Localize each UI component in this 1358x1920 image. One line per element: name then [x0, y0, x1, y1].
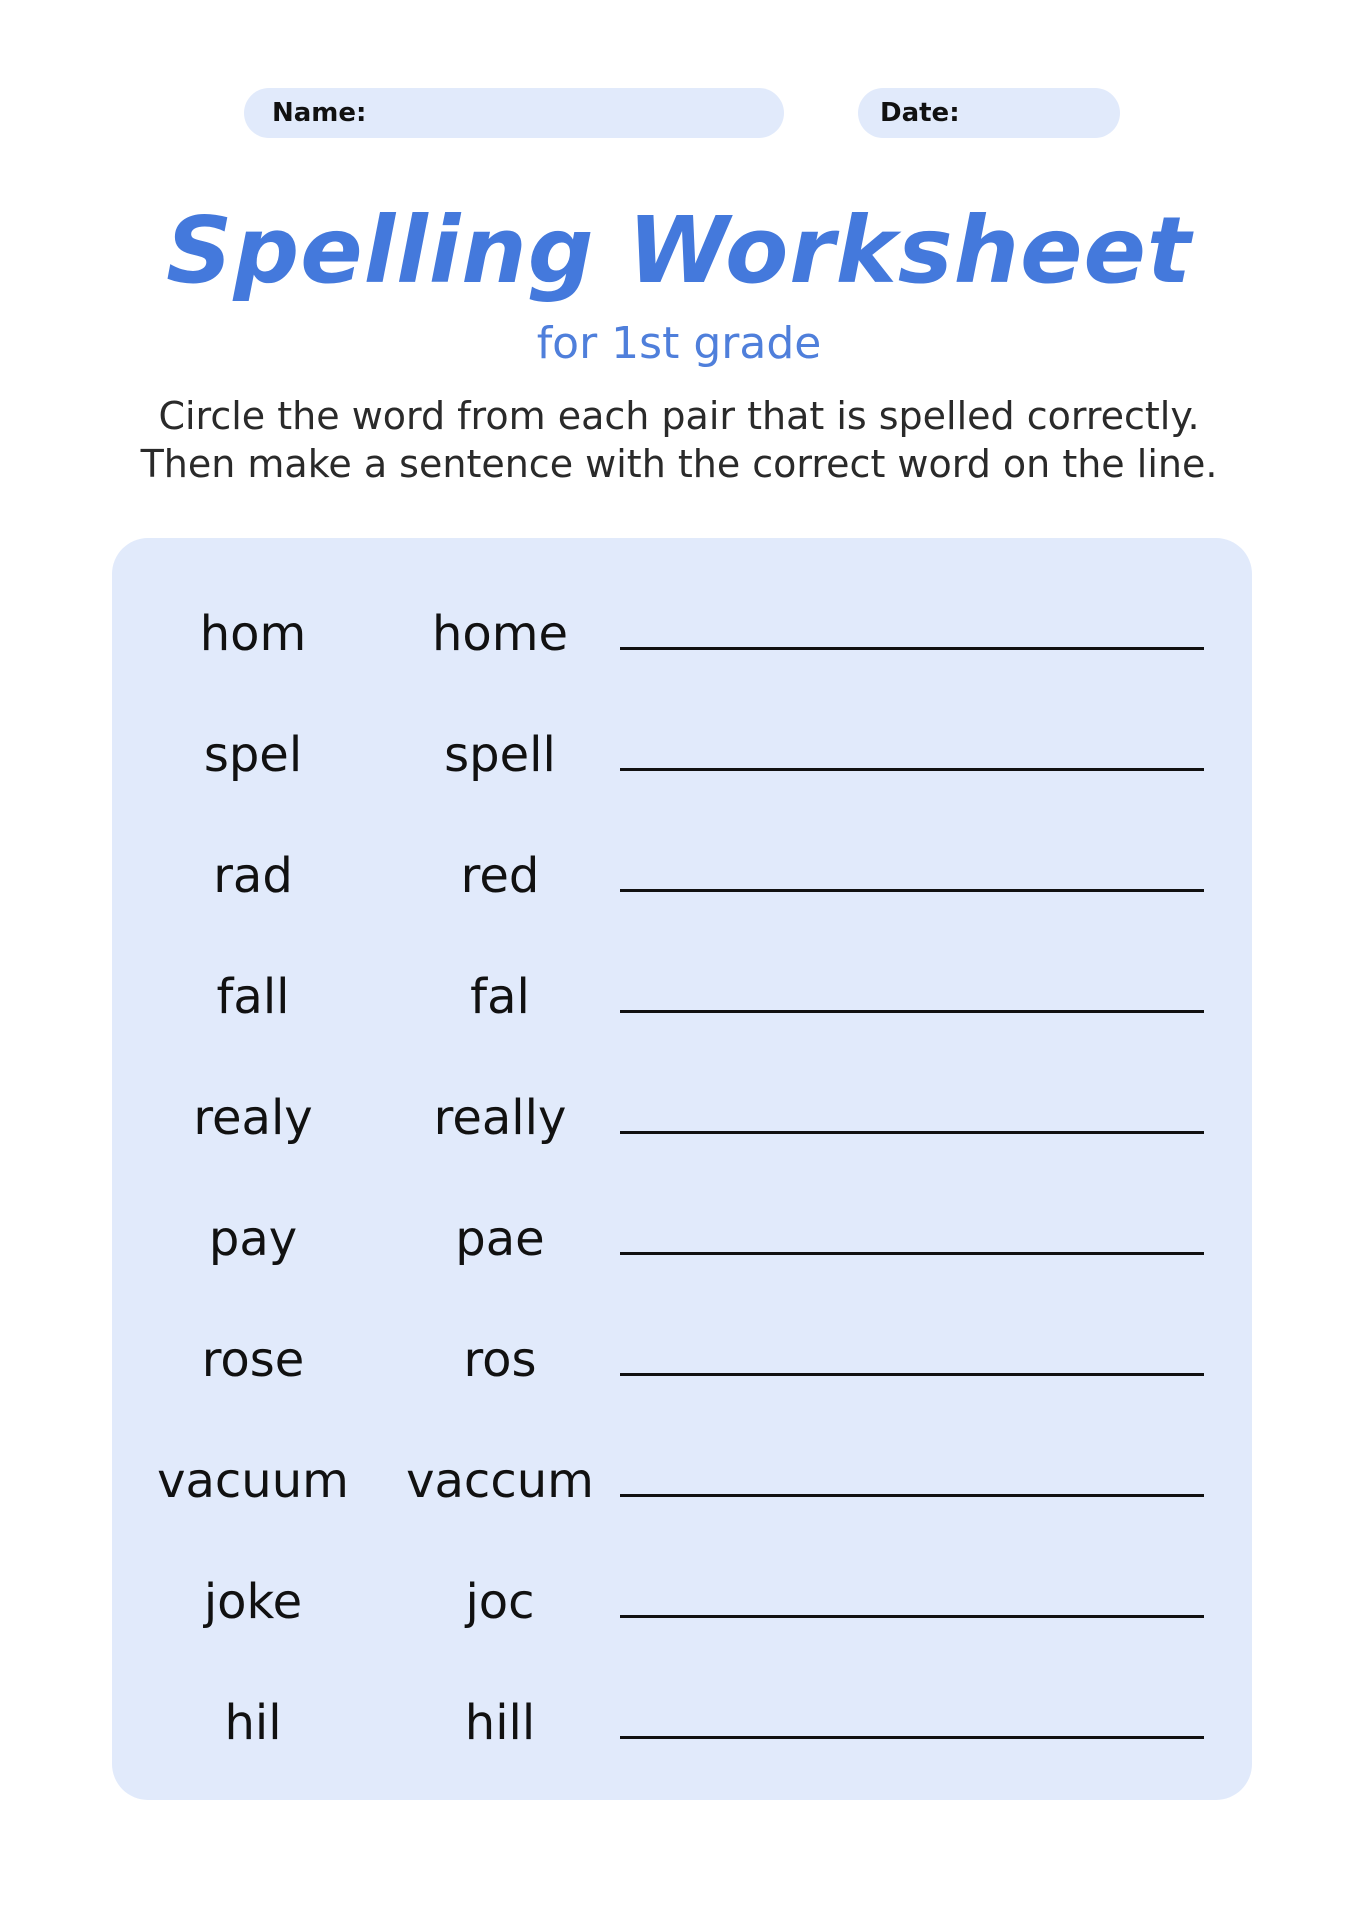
- word-pair-row: [112, 1209, 1252, 1269]
- word-option[interactable]: joc: [465, 1574, 535, 1630]
- word-option[interactable]: hill: [464, 1695, 536, 1751]
- sentence-line[interactable]: [620, 889, 1204, 892]
- word-option[interactable]: joke: [203, 1574, 303, 1630]
- page-subtitle: for 1st grade: [536, 318, 822, 369]
- sentence-line[interactable]: [620, 1736, 1204, 1739]
- sentence-line[interactable]: [620, 1252, 1204, 1255]
- word-pairs-panel: [112, 538, 1252, 1800]
- word-option[interactable]: vacuum: [157, 1453, 349, 1509]
- word-pair-row: [112, 1693, 1252, 1753]
- word-option[interactable]: vaccum: [406, 1453, 594, 1509]
- word-option[interactable]: hom: [199, 606, 307, 662]
- word-option[interactable]: red: [460, 848, 540, 904]
- name-label: Name:: [272, 98, 367, 128]
- word-option[interactable]: fal: [470, 969, 530, 1025]
- date-field[interactable]: [858, 88, 1120, 138]
- word-pair-row: [112, 1572, 1252, 1632]
- word-option[interactable]: ros: [463, 1332, 537, 1388]
- sentence-line[interactable]: [620, 1373, 1204, 1376]
- sentence-line[interactable]: [620, 1615, 1204, 1618]
- sentence-line[interactable]: [620, 1131, 1204, 1134]
- word-pair-row: [112, 1088, 1252, 1148]
- word-option[interactable]: hil: [224, 1695, 282, 1751]
- word-option[interactable]: really: [433, 1090, 567, 1146]
- word-option[interactable]: pay: [208, 1211, 298, 1267]
- date-label: Date:: [880, 98, 960, 128]
- word-option[interactable]: rad: [213, 848, 293, 904]
- word-option[interactable]: realy: [193, 1090, 313, 1146]
- sentence-line[interactable]: [620, 647, 1204, 650]
- word-pair-row: [112, 846, 1252, 906]
- word-pair-row: [112, 1330, 1252, 1390]
- word-pair-row: [112, 1451, 1252, 1511]
- instruction-line: Circle the word from each pair that is spelled correctly.: [158, 394, 1200, 438]
- word-pair-row: [112, 725, 1252, 785]
- word-pair-row: [112, 967, 1252, 1027]
- instructions: [0, 392, 1358, 488]
- word-option[interactable]: spell: [444, 727, 556, 783]
- word-option[interactable]: rose: [201, 1332, 305, 1388]
- word-option[interactable]: fall: [216, 969, 290, 1025]
- sentence-line[interactable]: [620, 1010, 1204, 1013]
- name-field[interactable]: [244, 88, 784, 138]
- word-option[interactable]: spel: [203, 727, 303, 783]
- word-pair-row: [112, 604, 1252, 664]
- page-title: Spelling Worksheet: [166, 197, 1192, 304]
- sentence-line[interactable]: [620, 1494, 1204, 1497]
- sentence-line[interactable]: [620, 768, 1204, 771]
- word-option[interactable]: home: [431, 606, 569, 662]
- instruction-line: Then make a sentence with the correct word on the line.: [140, 442, 1218, 486]
- word-option[interactable]: pae: [455, 1211, 545, 1267]
